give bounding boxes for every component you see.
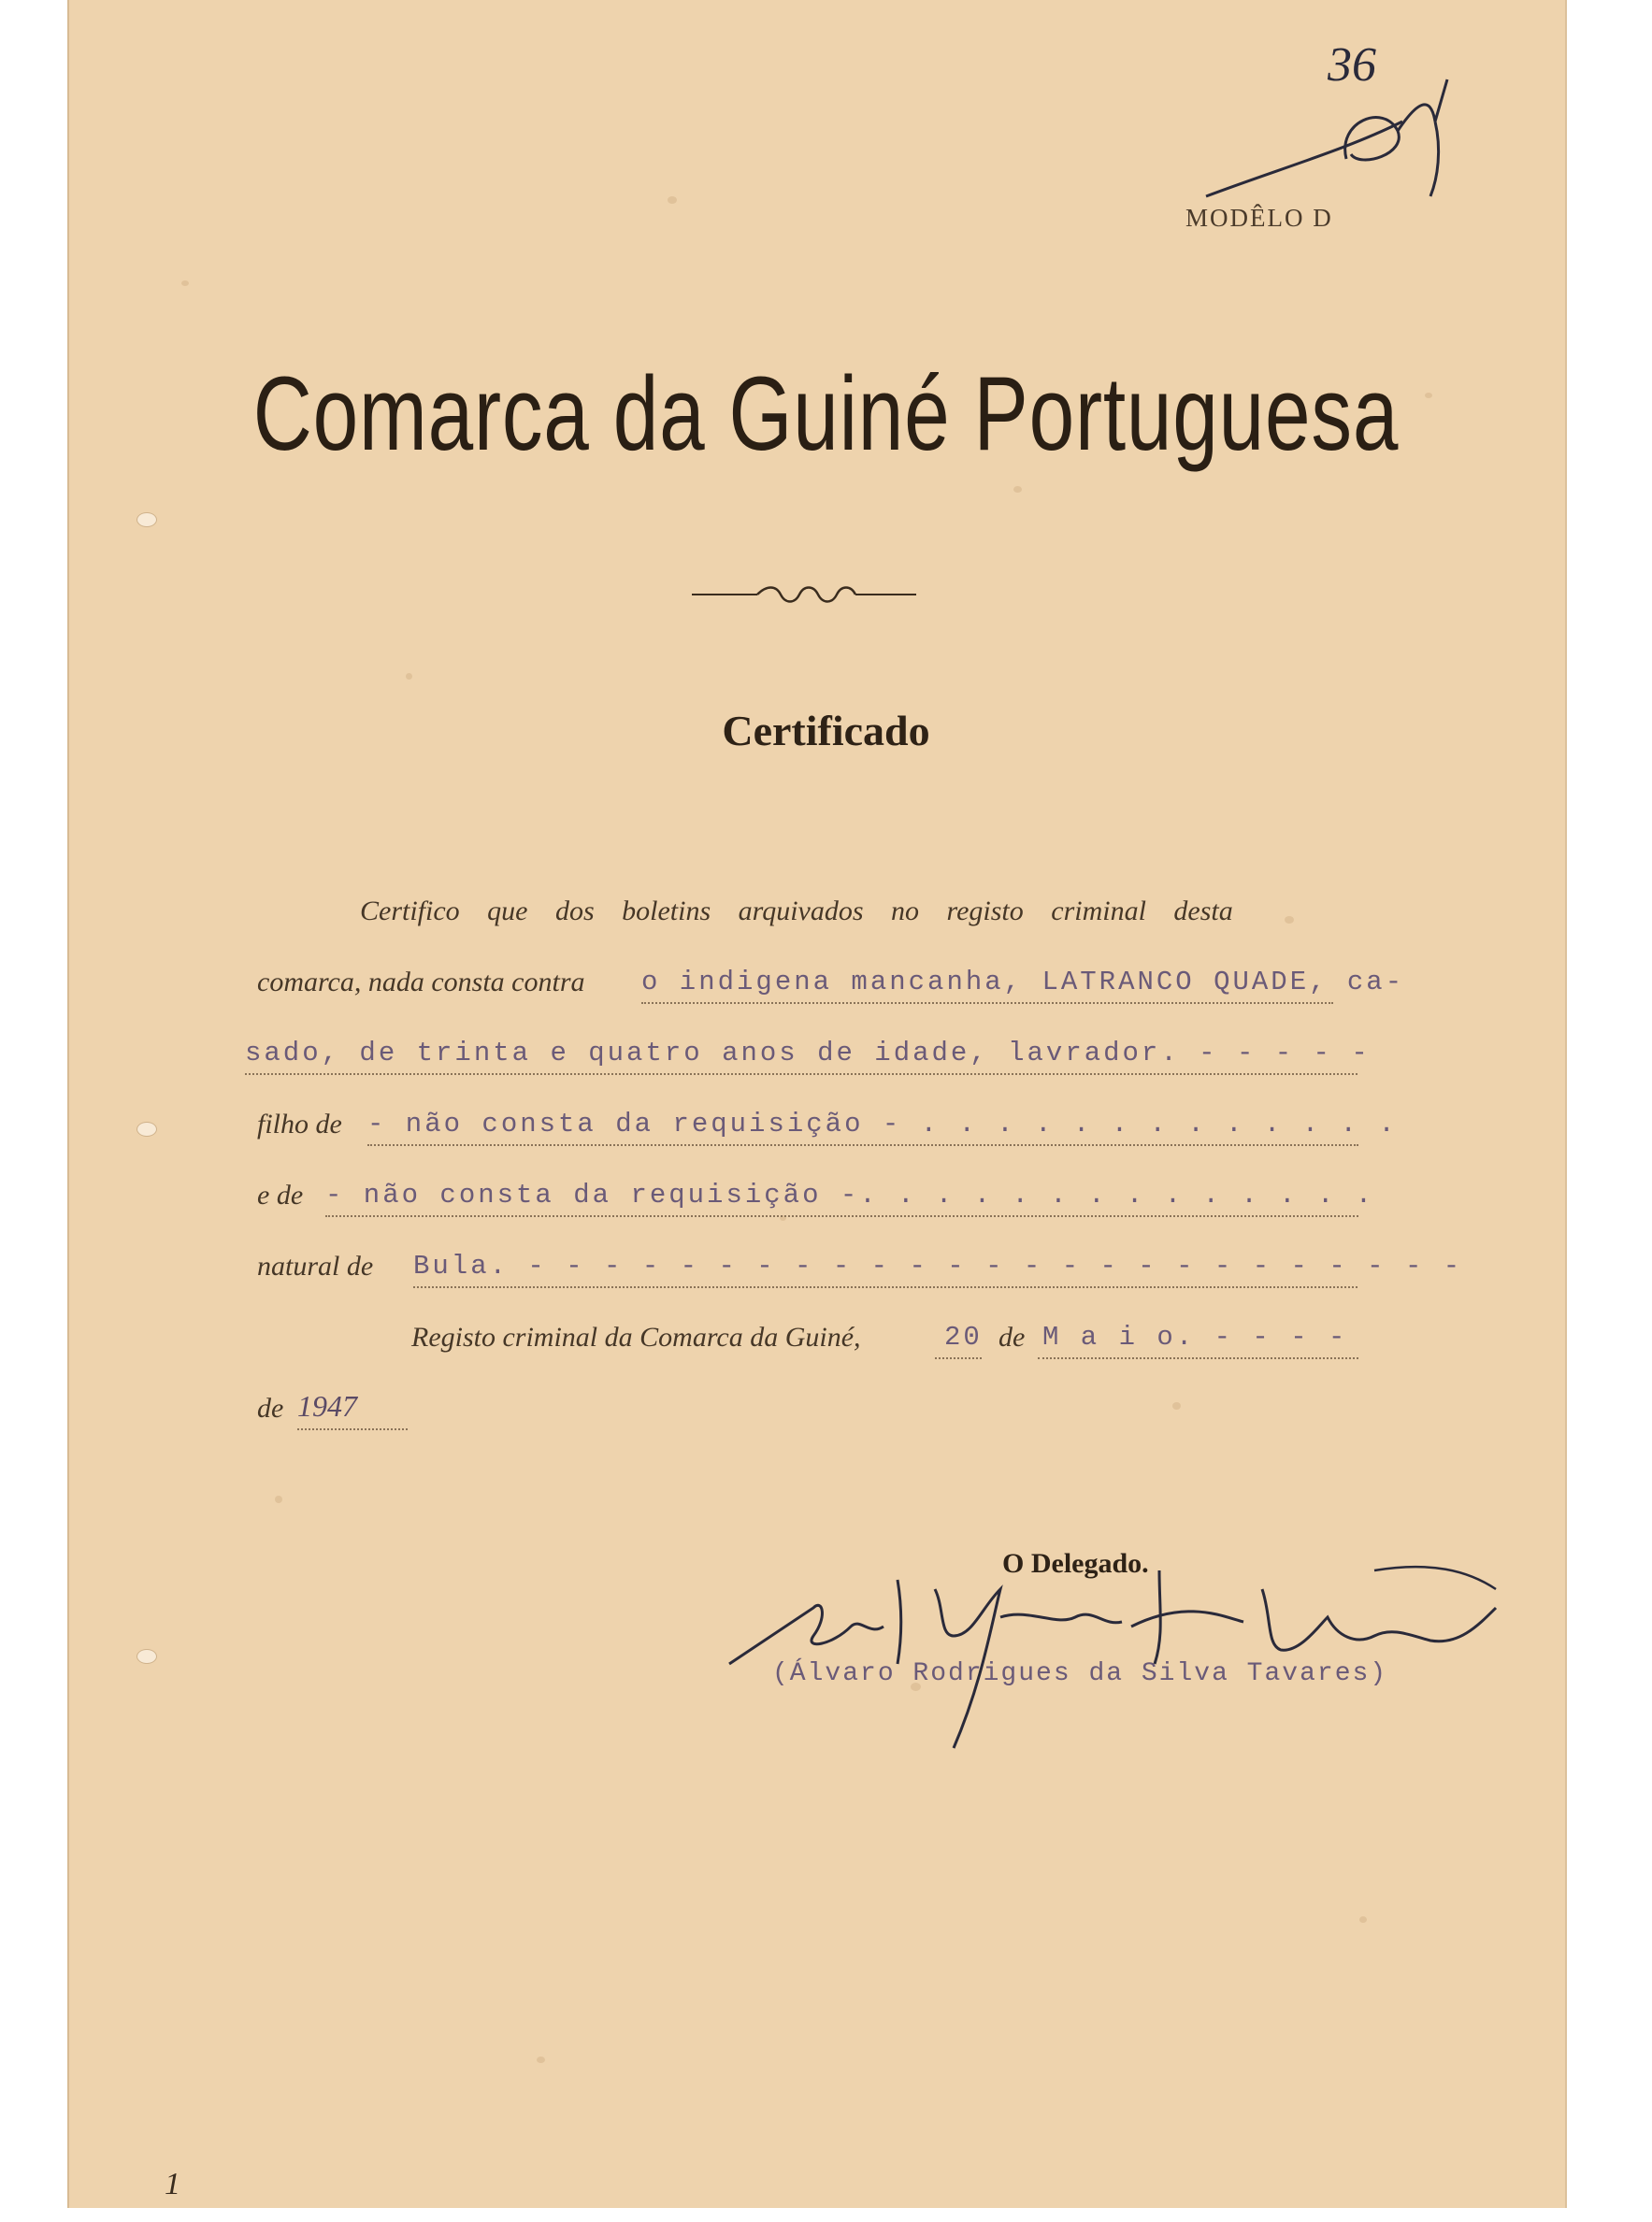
registo-label: Registo criminal da Comarca da Guiné, bbox=[411, 1322, 861, 1353]
signatory-name: (Álvaro Rodrigues da Silva Tavares) bbox=[772, 1659, 1388, 1688]
body-line-2-printed: comarca, nada consta contra bbox=[257, 967, 585, 997]
mother-label: e de bbox=[257, 1180, 304, 1211]
registo-de: de bbox=[998, 1322, 1026, 1353]
foxing-speck bbox=[1013, 486, 1022, 493]
handwritten-page-number: 36 bbox=[1328, 38, 1376, 92]
year-label: de bbox=[257, 1393, 284, 1424]
foxing-speck bbox=[181, 280, 189, 286]
fill-line bbox=[297, 1428, 408, 1430]
year-value: 1947 bbox=[297, 1389, 357, 1423]
page-corner-mark: 1 bbox=[165, 2167, 180, 2201]
handwritten-initials bbox=[1197, 65, 1477, 206]
natural-value: Bula. - - - - - - - - - - - - - - - - - - - - - - - - - bbox=[413, 1251, 1463, 1282]
certificate-heading: Certificado bbox=[722, 707, 930, 754]
signature-role: O Delegado. bbox=[1002, 1548, 1149, 1579]
registo-day: 20 bbox=[944, 1322, 983, 1353]
foxing-speck bbox=[537, 2057, 545, 2063]
model-label: MODÊLO D bbox=[1185, 204, 1333, 232]
decorative-ornament bbox=[692, 581, 916, 608]
foxing-speck bbox=[668, 196, 677, 204]
natural-label: natural de bbox=[257, 1251, 374, 1282]
fill-line bbox=[1038, 1357, 1358, 1359]
punch-hole bbox=[136, 1122, 157, 1137]
foxing-speck bbox=[275, 1496, 282, 1503]
fill-line bbox=[935, 1357, 982, 1359]
father-label: filho de bbox=[257, 1109, 342, 1140]
body-line-3-typed: sado, de trinta e quatro anos de idade, lavrador. - - - - - bbox=[245, 1038, 1371, 1068]
foxing-speck bbox=[1285, 916, 1294, 924]
mother-value: - não consta da requisição -. . . . . . . . . . . . . . bbox=[325, 1180, 1375, 1211]
father-value: - não consta da requisição - . . . . . . . . . . . . . bbox=[367, 1109, 1398, 1140]
punch-hole bbox=[136, 1649, 157, 1664]
foxing-speck bbox=[406, 673, 412, 680]
handwritten-signature bbox=[720, 1533, 1515, 1757]
body-line-1: Certifico que dos boletins arquivados no registo criminal desta bbox=[360, 896, 1233, 926]
fill-line bbox=[413, 1286, 1358, 1288]
fill-line bbox=[325, 1215, 1358, 1217]
page-title: Comarca da Guiné Portuguesa bbox=[252, 355, 1400, 472]
punch-hole bbox=[136, 512, 157, 527]
foxing-speck bbox=[1172, 1402, 1181, 1410]
fill-line bbox=[245, 1073, 1358, 1075]
registo-month: M a i o. - - - - bbox=[1042, 1322, 1348, 1353]
document-page bbox=[67, 0, 1567, 2208]
fill-line bbox=[367, 1144, 1358, 1146]
fill-line bbox=[641, 1002, 1333, 1004]
foxing-speck bbox=[1359, 1916, 1367, 1923]
body-line-2-typed: o indigena mancanha, LATRANCO QUADE, ca- bbox=[641, 967, 1405, 997]
